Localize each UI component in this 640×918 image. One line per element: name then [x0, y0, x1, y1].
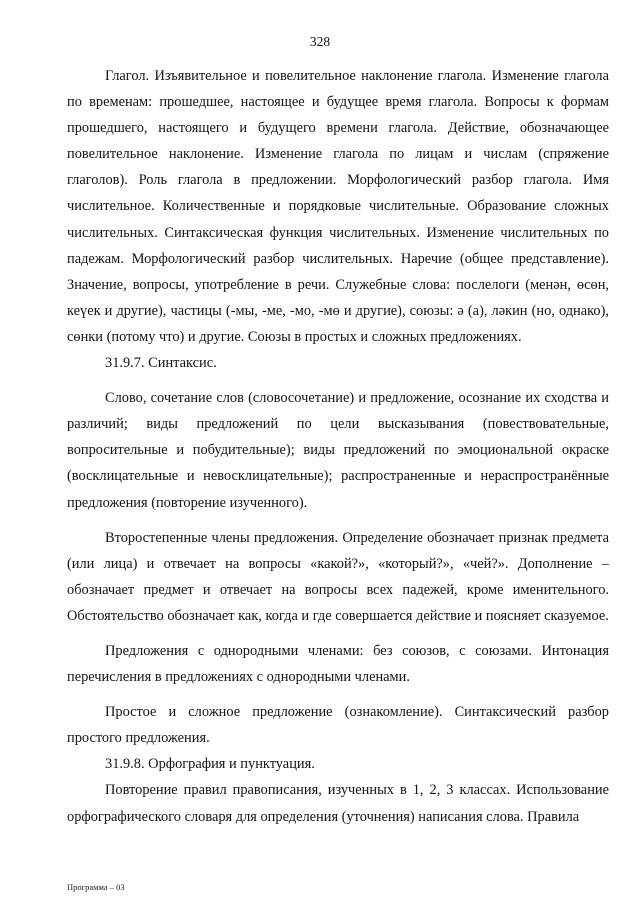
footer-program-label: Программа – 03	[67, 882, 125, 892]
section-heading-orthography: 31.9.8. Орфография и пунктуация.	[105, 756, 315, 773]
paragraph-secondary-members: Второстепенные члены предложения. Определение обозначает признак предмета (или лица) и отвечает на вопросы «какой?», «который?», «чей?». Дополнение – обозначает предмет и отвечает на вопросы всех падежей, кроме именительного. Обстоятельство обозначает как, когда и где совершается действие и поясняет сказуемое.	[67, 529, 609, 624]
section-heading-syntax: 31.9.7. Синтаксис.	[105, 355, 217, 372]
paragraph-sentence-types: Слово, сочетание слов (словосочетание) и предложение, осознание их сходства и различий; виды предложений по цели высказывания (повествовательные, вопросительные и побудительные); виды предложений по эмоциональной окраске (восклицательные и невосклицательные); распространенные и нераспространённые предложения (повторение изученного).	[67, 390, 609, 511]
page-number: 328	[309, 34, 331, 49]
document-body	[67, 63, 609, 830]
paragraph-grammar: Глагол. Изъявительное и повелительное наклонение глагола. Изменение глагола по временам: прошедшее, настоящее и будущее время глагола. Вопросы к формам прошедшего, настоящего и будущего времени глагола. Действие, обозначающее повелительное наклонение. Изменение глагола по лицам и числам (спряжение глаголов). Роль глагола в предложении. Морфологический разбор глагола. Имя числительное. Количественные и порядковые числительные. Образование сложных числительных. Синтаксическая функция числительных. Изменение числительных по падежам. Морфологический разбор числительных. Наречие (общее представление). Значение, вопросы, употребление в речи. Служебные слова: послелоги (менән, өсөн, кеүек и другие), частицы (-мы, -ме, -мо, -мө и другие), союзы: ә (а), ләкин (но, однако), сөнки (потому что) и другие. Союзы в простых и сложных предложениях.	[67, 68, 609, 345]
paragraph-spelling-rules: Повторение правил правописания, изученных в 1, 2, 3 классах. Использование орфографического словаря для определения (уточнения) написания слова. Правила	[67, 782, 609, 825]
paragraph-simple-complex: Простое и сложное предложение (ознакомление). Синтаксический разбор простого предложения.	[67, 704, 609, 747]
paragraph-homogeneous-members: Предложения с однородными членами: без союзов, с союзами. Интонация перечисления в предложениях с однородными членами.	[67, 642, 609, 686]
